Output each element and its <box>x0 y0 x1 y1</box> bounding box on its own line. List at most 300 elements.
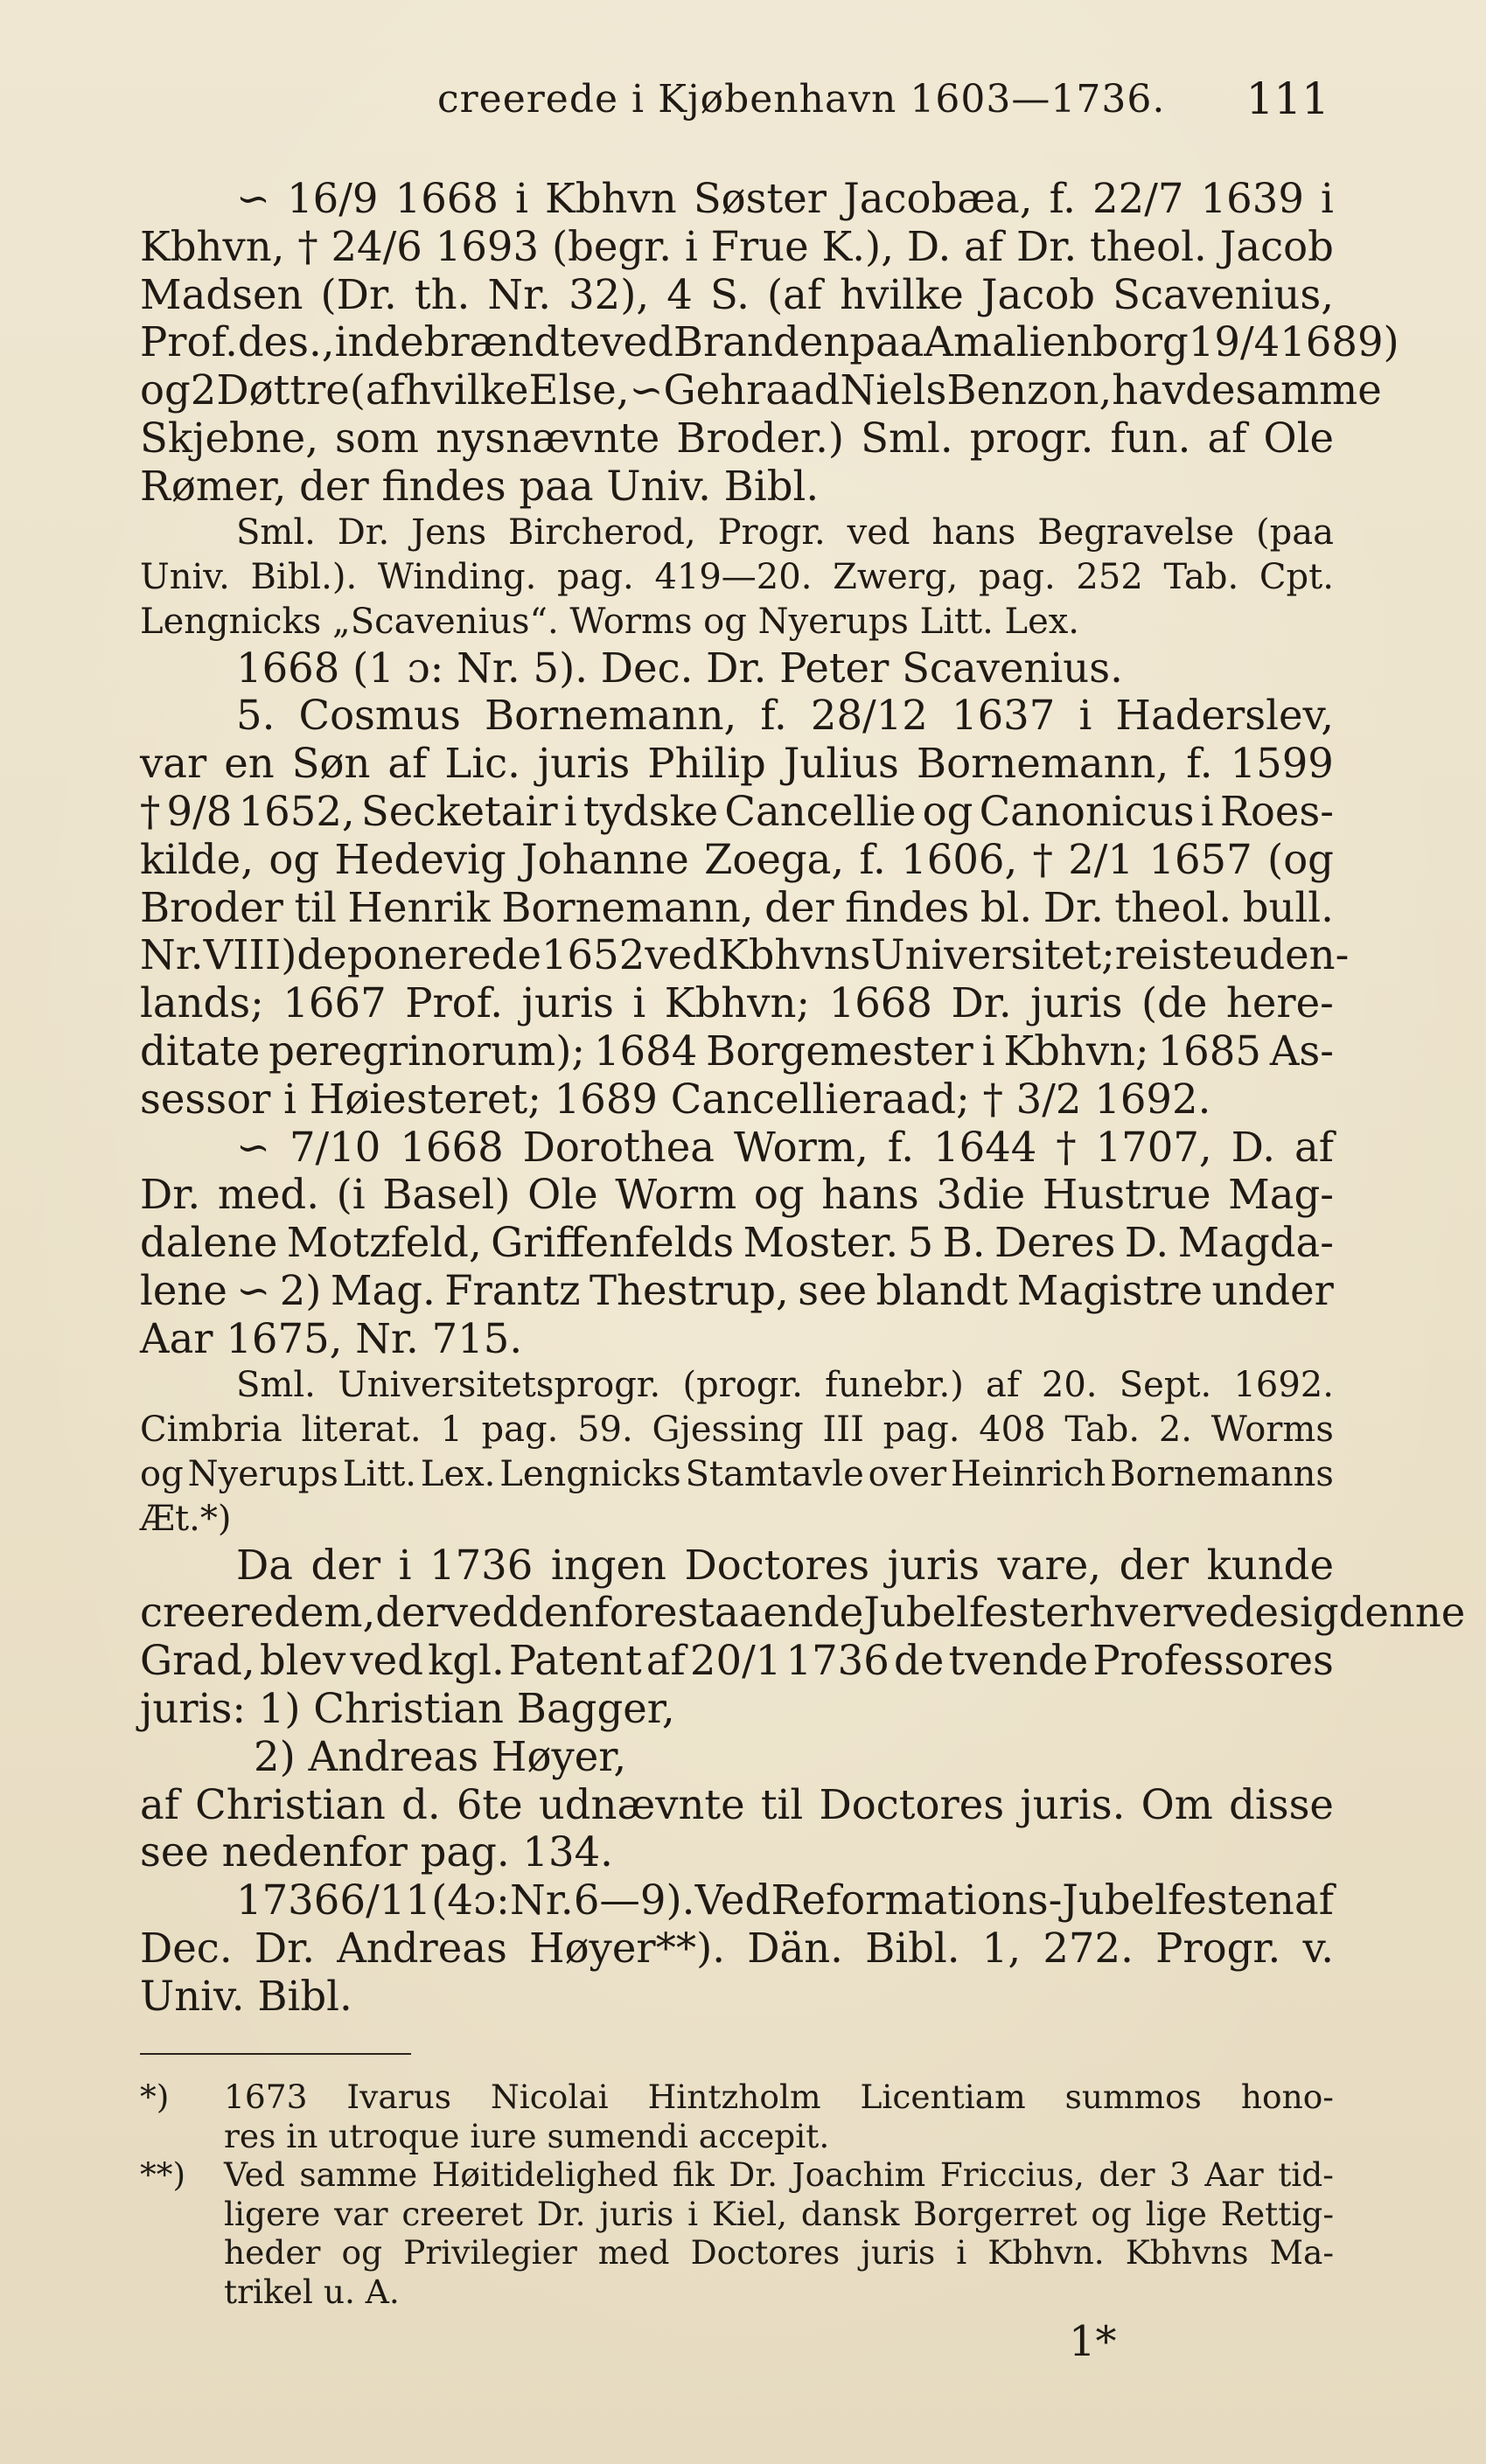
word: i <box>956 2233 967 2272</box>
word: f. <box>760 692 787 740</box>
word: Friccius, <box>939 2155 1085 2194</box>
word: med. <box>217 1171 319 1219</box>
word: Worms <box>1210 1409 1334 1450</box>
word: af <box>1294 1123 1334 1171</box>
word: Tab. <box>1064 1409 1141 1450</box>
word: 3 <box>1169 2155 1190 2194</box>
word: og <box>140 366 191 414</box>
word: Ole <box>1263 414 1334 462</box>
text-line <box>140 884 1334 932</box>
word: Andreas <box>337 1924 507 1972</box>
word: og <box>753 1171 805 1219</box>
word: Canonicus <box>979 787 1195 835</box>
word: 1657 <box>1148 835 1252 883</box>
word: juris <box>861 2233 936 2272</box>
word: 1692. <box>1233 1364 1334 1405</box>
word: 419—20. <box>654 556 813 597</box>
word: ingen <box>550 1541 666 1589</box>
word: Jubelfest <box>863 1589 1046 1637</box>
word: Hedevig <box>334 835 506 883</box>
word: Prof. <box>140 318 238 366</box>
word: Nicolai <box>490 2078 609 2116</box>
word: Amalienborg <box>924 318 1189 366</box>
text-line: juris: 1) Christian Bagger, <box>140 1684 675 1732</box>
word: Secketair <box>360 787 558 835</box>
word: 1644 <box>933 1123 1037 1171</box>
word: 20. <box>1041 1364 1098 1405</box>
word: Broder <box>140 883 283 931</box>
word: Henrik <box>347 883 491 931</box>
word: 1639 <box>1200 175 1304 222</box>
word: 7/10 <box>289 1123 381 1171</box>
word: 1736 <box>236 1876 340 1925</box>
word: ved <box>350 1637 423 1685</box>
text-line <box>140 1267 1334 1315</box>
text-line <box>140 318 1399 366</box>
word: Kbhvn, <box>140 222 285 270</box>
word: summos <box>1064 2078 1202 2116</box>
word: Døttre <box>216 366 350 414</box>
word: 6te <box>456 1780 523 1828</box>
text-line <box>140 511 1334 555</box>
word: Skjebne, <box>140 414 318 462</box>
word: Deres <box>994 1219 1116 1267</box>
word: Griffenfelds <box>491 1219 735 1267</box>
word: (paa <box>1256 512 1334 553</box>
word: Professores <box>1092 1637 1334 1685</box>
word: Bibl. <box>865 1924 960 1972</box>
word: juris <box>537 740 631 788</box>
word: af <box>1207 414 1247 462</box>
word: Høitidelighed <box>431 2155 659 2194</box>
text-line: Univ. Bibl. <box>140 1972 352 2020</box>
word: Prof. <box>405 979 504 1027</box>
text-line: see nedenfor pag. 134. <box>140 1828 613 1876</box>
word: bull. <box>1242 883 1334 931</box>
text-line <box>140 271 1334 319</box>
word: Benzon, <box>946 366 1113 414</box>
word: d. <box>401 1780 441 1828</box>
word: hvilke <box>404 366 529 414</box>
word: juris <box>599 2194 674 2233</box>
footnote-line <box>140 2195 1334 2234</box>
word: hvilke <box>840 270 964 318</box>
word: Kiel, <box>711 2194 788 2233</box>
word: blandt <box>876 1266 1008 1314</box>
word: Om <box>1141 1780 1213 1828</box>
word: Nyerups <box>187 1453 338 1494</box>
word: kunde <box>1206 1541 1334 1589</box>
word: Heinrich <box>951 1453 1106 1494</box>
word: 1, <box>981 1924 1022 1972</box>
word: K.), <box>821 222 894 270</box>
word: Dr. <box>729 2155 778 2194</box>
word: af <box>140 1780 179 1828</box>
word: 2 <box>190 366 217 414</box>
word: Reformations-Jubelfesten <box>771 1876 1294 1925</box>
word: Worm, <box>734 1123 869 1171</box>
word: literat. <box>301 1409 422 1450</box>
word: ved <box>645 931 718 979</box>
text-line <box>140 931 1350 979</box>
word: pag. <box>883 1409 960 1450</box>
word: under <box>1211 1266 1334 1314</box>
text-line: Lengnicks „Scavenius“. Worms og Nyerups Litt. Lex. <box>140 601 1080 642</box>
word: reiste <box>1114 931 1233 979</box>
word: Universitet; <box>870 931 1115 979</box>
word: 1599 <box>1230 740 1334 788</box>
word: v. <box>1302 1924 1334 1972</box>
word: ∽ <box>629 366 664 414</box>
word: Søn <box>291 740 371 788</box>
word: Litt. <box>342 1453 416 1494</box>
word: Tab. <box>1163 556 1239 597</box>
word: Hintzholm <box>647 2078 821 2116</box>
word: i <box>981 1027 995 1075</box>
word: samme <box>1235 366 1382 414</box>
text-line <box>140 223 1334 271</box>
word: 24/6 <box>331 222 422 270</box>
word: i <box>1200 787 1214 835</box>
word: juris. <box>1020 1780 1126 1828</box>
word: Frue <box>710 222 809 270</box>
word: fun. <box>1110 414 1191 462</box>
text-line <box>140 1542 1334 1590</box>
word: 252 <box>1076 556 1143 597</box>
footnote-line: trikel u. A. <box>224 2272 400 2311</box>
word: Gehraad <box>663 366 841 414</box>
word: bl. <box>980 883 1033 931</box>
word: til <box>294 883 337 931</box>
word: S. <box>709 270 750 318</box>
word: Dec. <box>140 1924 233 1972</box>
word: (og <box>1267 835 1334 883</box>
word: 1 <box>440 1409 463 1450</box>
word: Dän. <box>747 1924 843 1972</box>
word: Dr. <box>254 1924 315 1972</box>
word: lene <box>140 1266 227 1314</box>
text-line <box>140 692 1334 740</box>
word: Magistre <box>1016 1266 1203 1314</box>
word: var <box>334 2194 388 2233</box>
word: i <box>687 2194 699 2233</box>
word: samme <box>299 2155 418 2194</box>
text-line: 2) Andreas Høyer, <box>254 1732 627 1780</box>
word: (af <box>349 366 405 414</box>
word: lands; <box>140 979 264 1027</box>
word: Kbhvn; <box>664 979 811 1027</box>
word: † <box>140 787 161 835</box>
text-line: Æt.*) <box>140 1498 232 1539</box>
word: Scavenius, <box>1113 270 1334 318</box>
text-line <box>140 979 1334 1027</box>
text-line <box>140 1363 1334 1408</box>
word: pag. <box>481 1409 559 1450</box>
word: Doctores <box>684 1541 870 1589</box>
word: Magda- <box>1177 1219 1334 1267</box>
word: indebrændte <box>334 318 601 366</box>
word: heder <box>224 2233 321 2272</box>
word: 1606, <box>901 835 1018 883</box>
word: Sml. <box>236 1364 316 1405</box>
word: pag. <box>556 556 634 597</box>
word: en <box>224 740 275 788</box>
word: 6/11 <box>339 1876 431 1925</box>
word: af <box>387 740 428 788</box>
word: (begr. <box>551 222 673 270</box>
text-line: sessor i Høiesteret; 1689 Cancellieraad; † 3/2 1692. <box>140 1075 1211 1123</box>
word: 28/12 <box>810 692 928 740</box>
word: Niels <box>840 366 947 414</box>
word: Kbhvn; <box>1003 1027 1149 1075</box>
word: Rettig- <box>1220 2194 1334 2233</box>
word: Zwerg, <box>833 556 959 597</box>
word: 408 <box>979 1409 1046 1450</box>
word: 22/7 <box>1092 175 1184 222</box>
word: Ma- <box>1269 2233 1334 2272</box>
footnote-marker: *) <box>140 2078 170 2116</box>
word: og <box>922 787 973 835</box>
word: (de <box>1141 979 1208 1027</box>
word: 1667 <box>283 979 387 1027</box>
word: i <box>684 222 698 270</box>
word: Winding. <box>377 556 537 597</box>
word: progr. <box>969 414 1094 462</box>
word: hans <box>821 1171 919 1219</box>
word: † <box>1056 1123 1077 1171</box>
word: ∽ <box>236 175 270 222</box>
word: theol. <box>1090 222 1207 270</box>
word: Dr. <box>337 512 390 553</box>
text-line <box>140 1452 1334 1497</box>
word: Johanne <box>521 835 689 883</box>
word: Stamtavle <box>685 1453 864 1494</box>
word: 1652 <box>541 931 645 979</box>
word: Søster <box>693 175 827 222</box>
word: der <box>310 1541 381 1589</box>
word: Nr. <box>510 1876 574 1925</box>
word: Dr. <box>536 2194 586 2233</box>
signature-mark: 1* <box>1069 2317 1117 2366</box>
word: der <box>375 1589 445 1637</box>
word: 1736 <box>785 1637 890 1685</box>
word: i <box>632 979 646 1027</box>
word: tid- <box>1278 2155 1334 2194</box>
text-line <box>140 740 1334 788</box>
word: Sml. <box>236 512 316 553</box>
word: nysnævnte <box>436 414 660 462</box>
word: f. <box>1049 175 1076 222</box>
word: af <box>645 1637 686 1685</box>
word: i <box>563 787 577 835</box>
footnote-text <box>224 2078 1334 2117</box>
footnote-line <box>140 2078 1334 2117</box>
word: 2/1 <box>1068 835 1134 883</box>
word: i <box>515 175 528 222</box>
word: Julius <box>783 740 899 788</box>
word: † <box>297 222 318 270</box>
word: til <box>760 1780 804 1828</box>
word: 1668 <box>394 175 499 222</box>
word: Doctores <box>819 1780 1005 1828</box>
word: peregrinorum); <box>269 1027 586 1075</box>
word: og <box>140 1453 184 1494</box>
word: sig <box>1279 1589 1339 1637</box>
word: (progr. <box>682 1364 803 1405</box>
word: 5. <box>236 692 276 740</box>
word: paa <box>849 318 924 366</box>
word: Kbhvns <box>717 931 871 979</box>
word: (4 <box>431 1876 473 1925</box>
footnote-text <box>224 2155 1334 2195</box>
word: der <box>764 883 834 931</box>
text-line <box>140 1124 1334 1172</box>
text-line <box>140 1408 1334 1452</box>
word: hans <box>931 512 1016 553</box>
text-line <box>140 1589 1466 1637</box>
word: 20/1 <box>689 1637 782 1685</box>
word: hono- <box>1240 2078 1334 2116</box>
text-line <box>140 836 1334 884</box>
word: Roes- <box>1219 787 1334 835</box>
word: Haderslev, <box>1115 692 1334 740</box>
word: Lengnicks <box>499 1453 681 1494</box>
text-line <box>140 1637 1334 1685</box>
word: fik <box>673 2155 715 2194</box>
word: Cpt. <box>1259 556 1334 597</box>
word: ved <box>600 318 673 366</box>
word: ∽ <box>236 1123 270 1171</box>
footnotes <box>140 2053 1334 2311</box>
word: 1668 <box>828 979 932 1027</box>
word: B. <box>942 1219 986 1267</box>
word: Ved <box>224 2155 285 2194</box>
word: Ole <box>527 1171 598 1219</box>
word: havde <box>1112 366 1236 414</box>
word: tydske <box>583 787 719 835</box>
word: Joachim <box>792 2155 926 2194</box>
word: th. <box>414 270 471 318</box>
word: 3die <box>936 1171 1026 1219</box>
word: Begravelse <box>1037 512 1235 553</box>
word: 272. <box>1043 1924 1134 1972</box>
word: erhvervede <box>1045 1589 1280 1637</box>
word: deponerede <box>297 931 541 979</box>
footnote-marker: **) <box>140 2155 186 2194</box>
word: Jacob <box>980 270 1096 318</box>
word: ɔ: <box>473 1876 510 1925</box>
text-line: 1668 (1 ɔ: Nr. 5). Dec. Dr. Peter Scavenius. <box>236 644 1123 692</box>
word: D. <box>906 222 952 270</box>
word: Universitetsprogr. <box>338 1364 661 1405</box>
word: Borgerret <box>913 2194 1078 2233</box>
word: Borgemester <box>706 1027 973 1075</box>
word: 5 <box>907 1219 934 1267</box>
word: 1673 <box>224 2078 308 2116</box>
word: og <box>269 835 320 883</box>
word: udnævnte <box>538 1780 745 1828</box>
word: Grad, <box>140 1637 255 1685</box>
word: var <box>140 740 207 788</box>
text-line <box>140 175 1334 223</box>
word: juris <box>1030 979 1123 1027</box>
word: 1652, <box>238 787 355 835</box>
word: kgl. <box>428 1637 505 1685</box>
word: ved <box>847 512 910 553</box>
word: ved <box>444 1589 519 1637</box>
word: ∽ <box>236 1266 271 1314</box>
word: af <box>964 222 1004 270</box>
word: kilde, <box>140 835 254 883</box>
word: Ved <box>694 1876 771 1925</box>
word: og <box>341 2233 383 2272</box>
word: Christian <box>195 1780 386 1828</box>
word: † <box>1032 835 1053 883</box>
word: Aar <box>1204 2155 1264 2194</box>
text-line <box>140 1781 1334 1829</box>
word: 1689) <box>1280 318 1399 366</box>
word: 1707, <box>1095 1123 1212 1171</box>
text-line <box>140 1925 1334 1973</box>
word: Doctores <box>690 2233 841 2272</box>
text-line <box>140 1876 1334 1925</box>
word: Cancellie <box>724 787 917 835</box>
text-line <box>140 414 1334 463</box>
word: f. <box>1186 740 1213 788</box>
text-line <box>140 1171 1334 1219</box>
footnote-line <box>140 2155 1334 2195</box>
word: 59. <box>577 1409 633 1450</box>
text-line <box>140 788 1334 836</box>
word: des., <box>237 318 335 366</box>
footnote <box>140 2155 1334 2311</box>
word: 1637 <box>951 692 1056 740</box>
word: Univ. <box>140 556 230 597</box>
word: Nr. <box>140 931 204 979</box>
text-line <box>140 366 1382 414</box>
word: juris <box>887 1541 980 1589</box>
word: Madsen <box>140 270 303 318</box>
word: D. <box>1231 1123 1276 1171</box>
word: der <box>1119 1541 1189 1589</box>
word: Thestrup, <box>590 1266 789 1314</box>
word: III <box>822 1409 864 1450</box>
word: (i <box>336 1171 366 1219</box>
word: Bornemanns <box>1110 1453 1334 1494</box>
word: see <box>798 1266 868 1314</box>
word: blev <box>259 1637 346 1685</box>
word: funebr.) <box>825 1364 964 1405</box>
word: Bornemann, <box>916 740 1169 788</box>
body-text <box>140 175 1466 2021</box>
word: Kbhvn <box>545 175 677 222</box>
word: Dr. <box>1015 222 1078 270</box>
word: Moster. <box>743 1219 899 1267</box>
word: 6—9). <box>573 1876 695 1925</box>
word: VIII) <box>203 931 297 979</box>
word: juris <box>521 979 614 1027</box>
word: Hustrue <box>1042 1171 1211 1219</box>
word: i <box>1078 692 1092 740</box>
word: som <box>335 414 419 462</box>
text-line <box>140 1027 1334 1075</box>
footnote-rule <box>140 2053 411 2055</box>
text-line: Rømer, der findes paa Univ. Bibl. <box>140 462 820 510</box>
word: de <box>893 1637 945 1685</box>
word: creeret <box>401 2194 523 2233</box>
word: Patent <box>508 1637 642 1685</box>
word: Privilegier <box>403 2233 577 2272</box>
